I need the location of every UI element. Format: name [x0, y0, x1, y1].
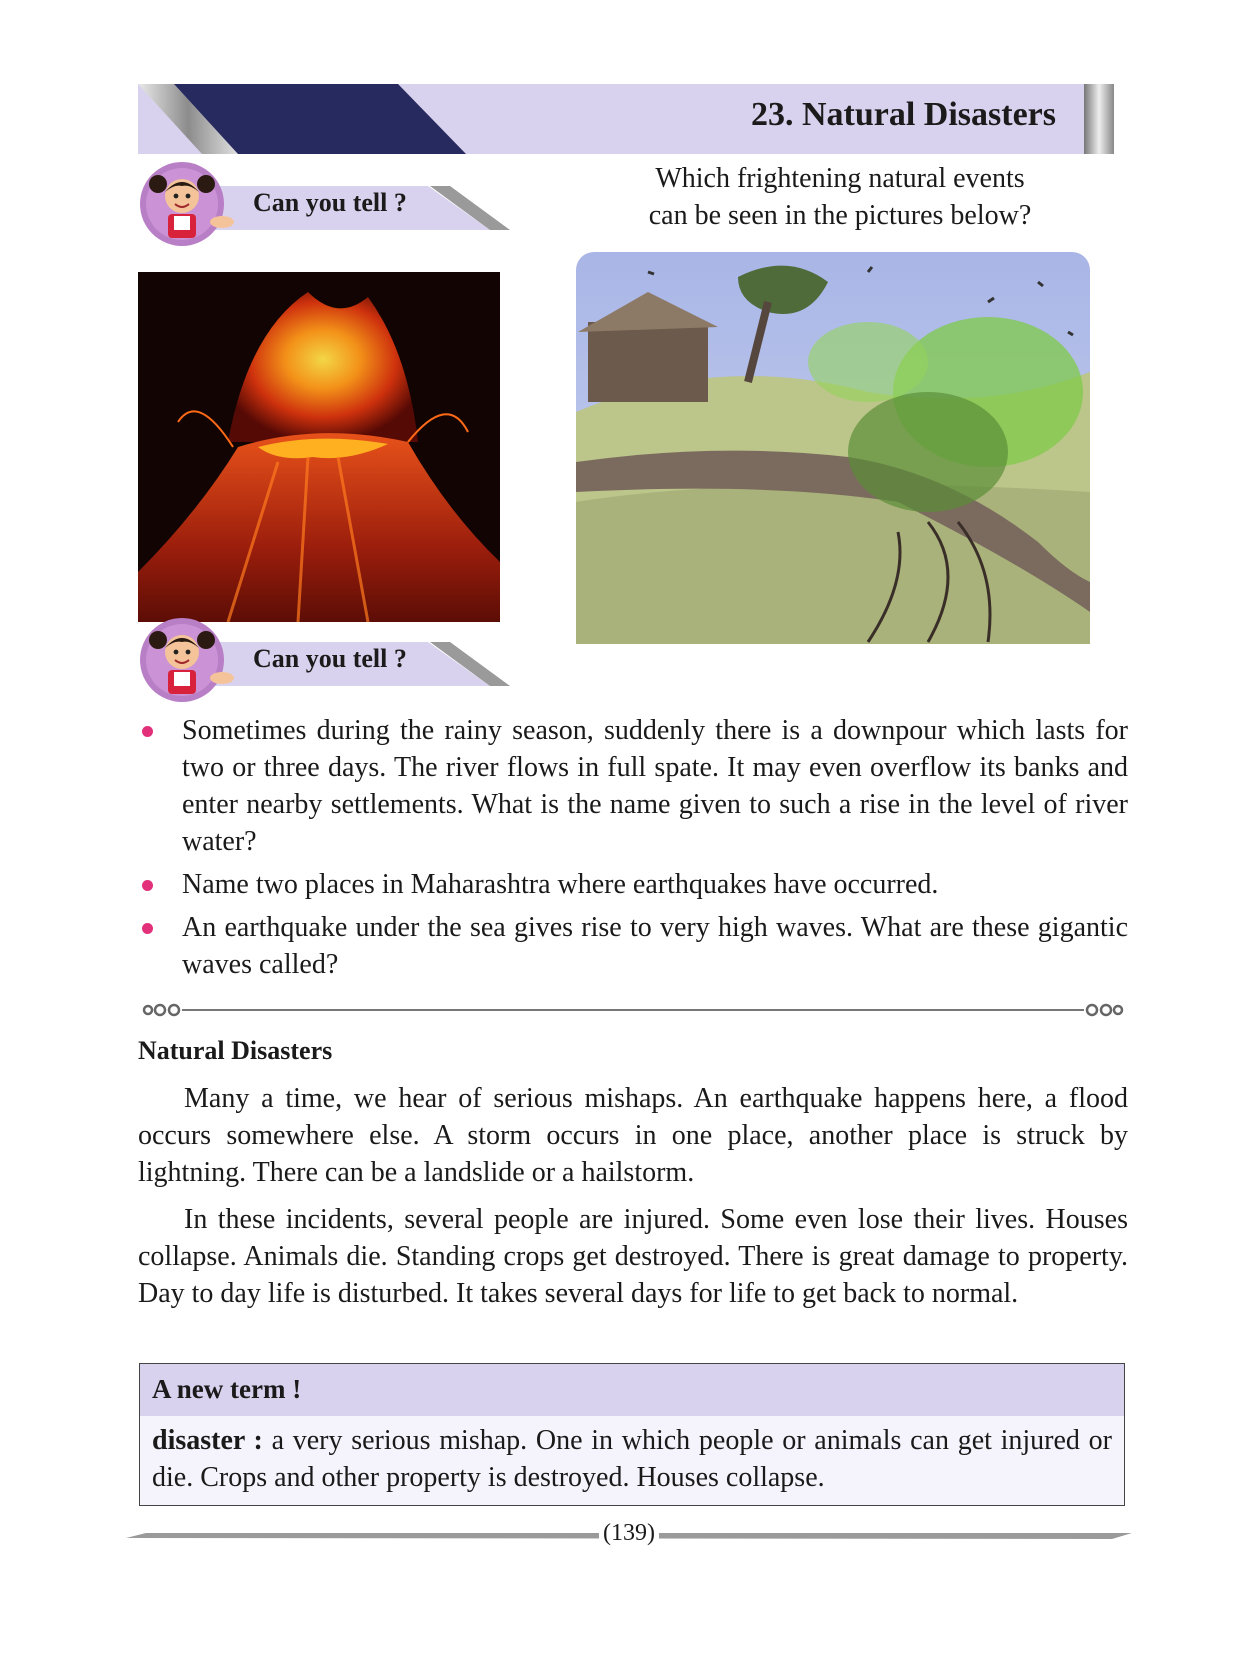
- list-item: [138, 712, 1128, 860]
- new-term-box: [139, 1363, 1125, 1506]
- new-term-title: A new term !: [152, 1374, 302, 1404]
- intro-question-line-2: can be seen in the pictures below?: [648, 200, 1032, 231]
- volcano-image: [138, 272, 500, 622]
- chapter-title: 23. Natural Disasters: [750, 96, 1056, 133]
- can-you-tell-badge: [138, 160, 510, 246]
- bullet-dot-icon: [142, 726, 153, 737]
- page-footer: [126, 1518, 1132, 1554]
- paragraph: In these incidents, several people are injured. Some even lose their lives. Houses collapse. Animals die. Standing crops get destroyed. There is great damage to property. Day to day life is disturbed. It takes several days for life to get back to normal.: [138, 1204, 1128, 1309]
- new-term-header: [140, 1364, 1124, 1416]
- bullet-dot-icon: [142, 880, 153, 891]
- section-heading: Natural Disasters: [138, 1036, 333, 1065]
- intro-question-line-1: Which frightening natural events: [655, 163, 1025, 194]
- list-item: [138, 866, 1128, 903]
- bullet-dot-icon: [142, 923, 153, 934]
- term-word: disaster :: [152, 1425, 263, 1456]
- list-item-text: Name two places in Maharashtra where earthquakes have occurred.: [182, 869, 939, 900]
- storm-fallen-tree-image: [568, 242, 1098, 654]
- new-term-definition: [152, 1422, 1112, 1496]
- intro-question: [580, 160, 1100, 234]
- can-you-tell-label: Can you tell ?: [253, 644, 407, 673]
- paragraph: Many a time, we hear of serious mishaps. An earthquake happens here, a flood occurs somewhere else. A storm occurs in one place, another place is struck by lightning. There can be a landslide or a hailstorm.: [138, 1083, 1128, 1188]
- list-item-text: Sometimes during the rainy season, suddenly there is a downpour which lasts for two or three days. The river flows in full spate. It may even overflow its banks and enter nearby settlements. What is the name given to such a rise in the level of river water?: [182, 715, 1128, 857]
- chapter-header-banner: [138, 84, 1114, 154]
- can-you-tell-label: Can you tell ?: [253, 188, 407, 217]
- list-item: [138, 909, 1128, 983]
- can-you-tell-badge: [138, 616, 510, 702]
- page-number: (139): [599, 1520, 659, 1546]
- list-item-text: An earthquake under the sea gives rise to very high waves. What are these gigantic waves called?: [182, 912, 1128, 980]
- question-list: [138, 712, 1128, 989]
- term-definition-text: a very serious mishap. One in which people or animals can get injured or die. Crops and other property is destroyed. Houses collapse.: [152, 1425, 1112, 1493]
- section-divider: [138, 1000, 1128, 1020]
